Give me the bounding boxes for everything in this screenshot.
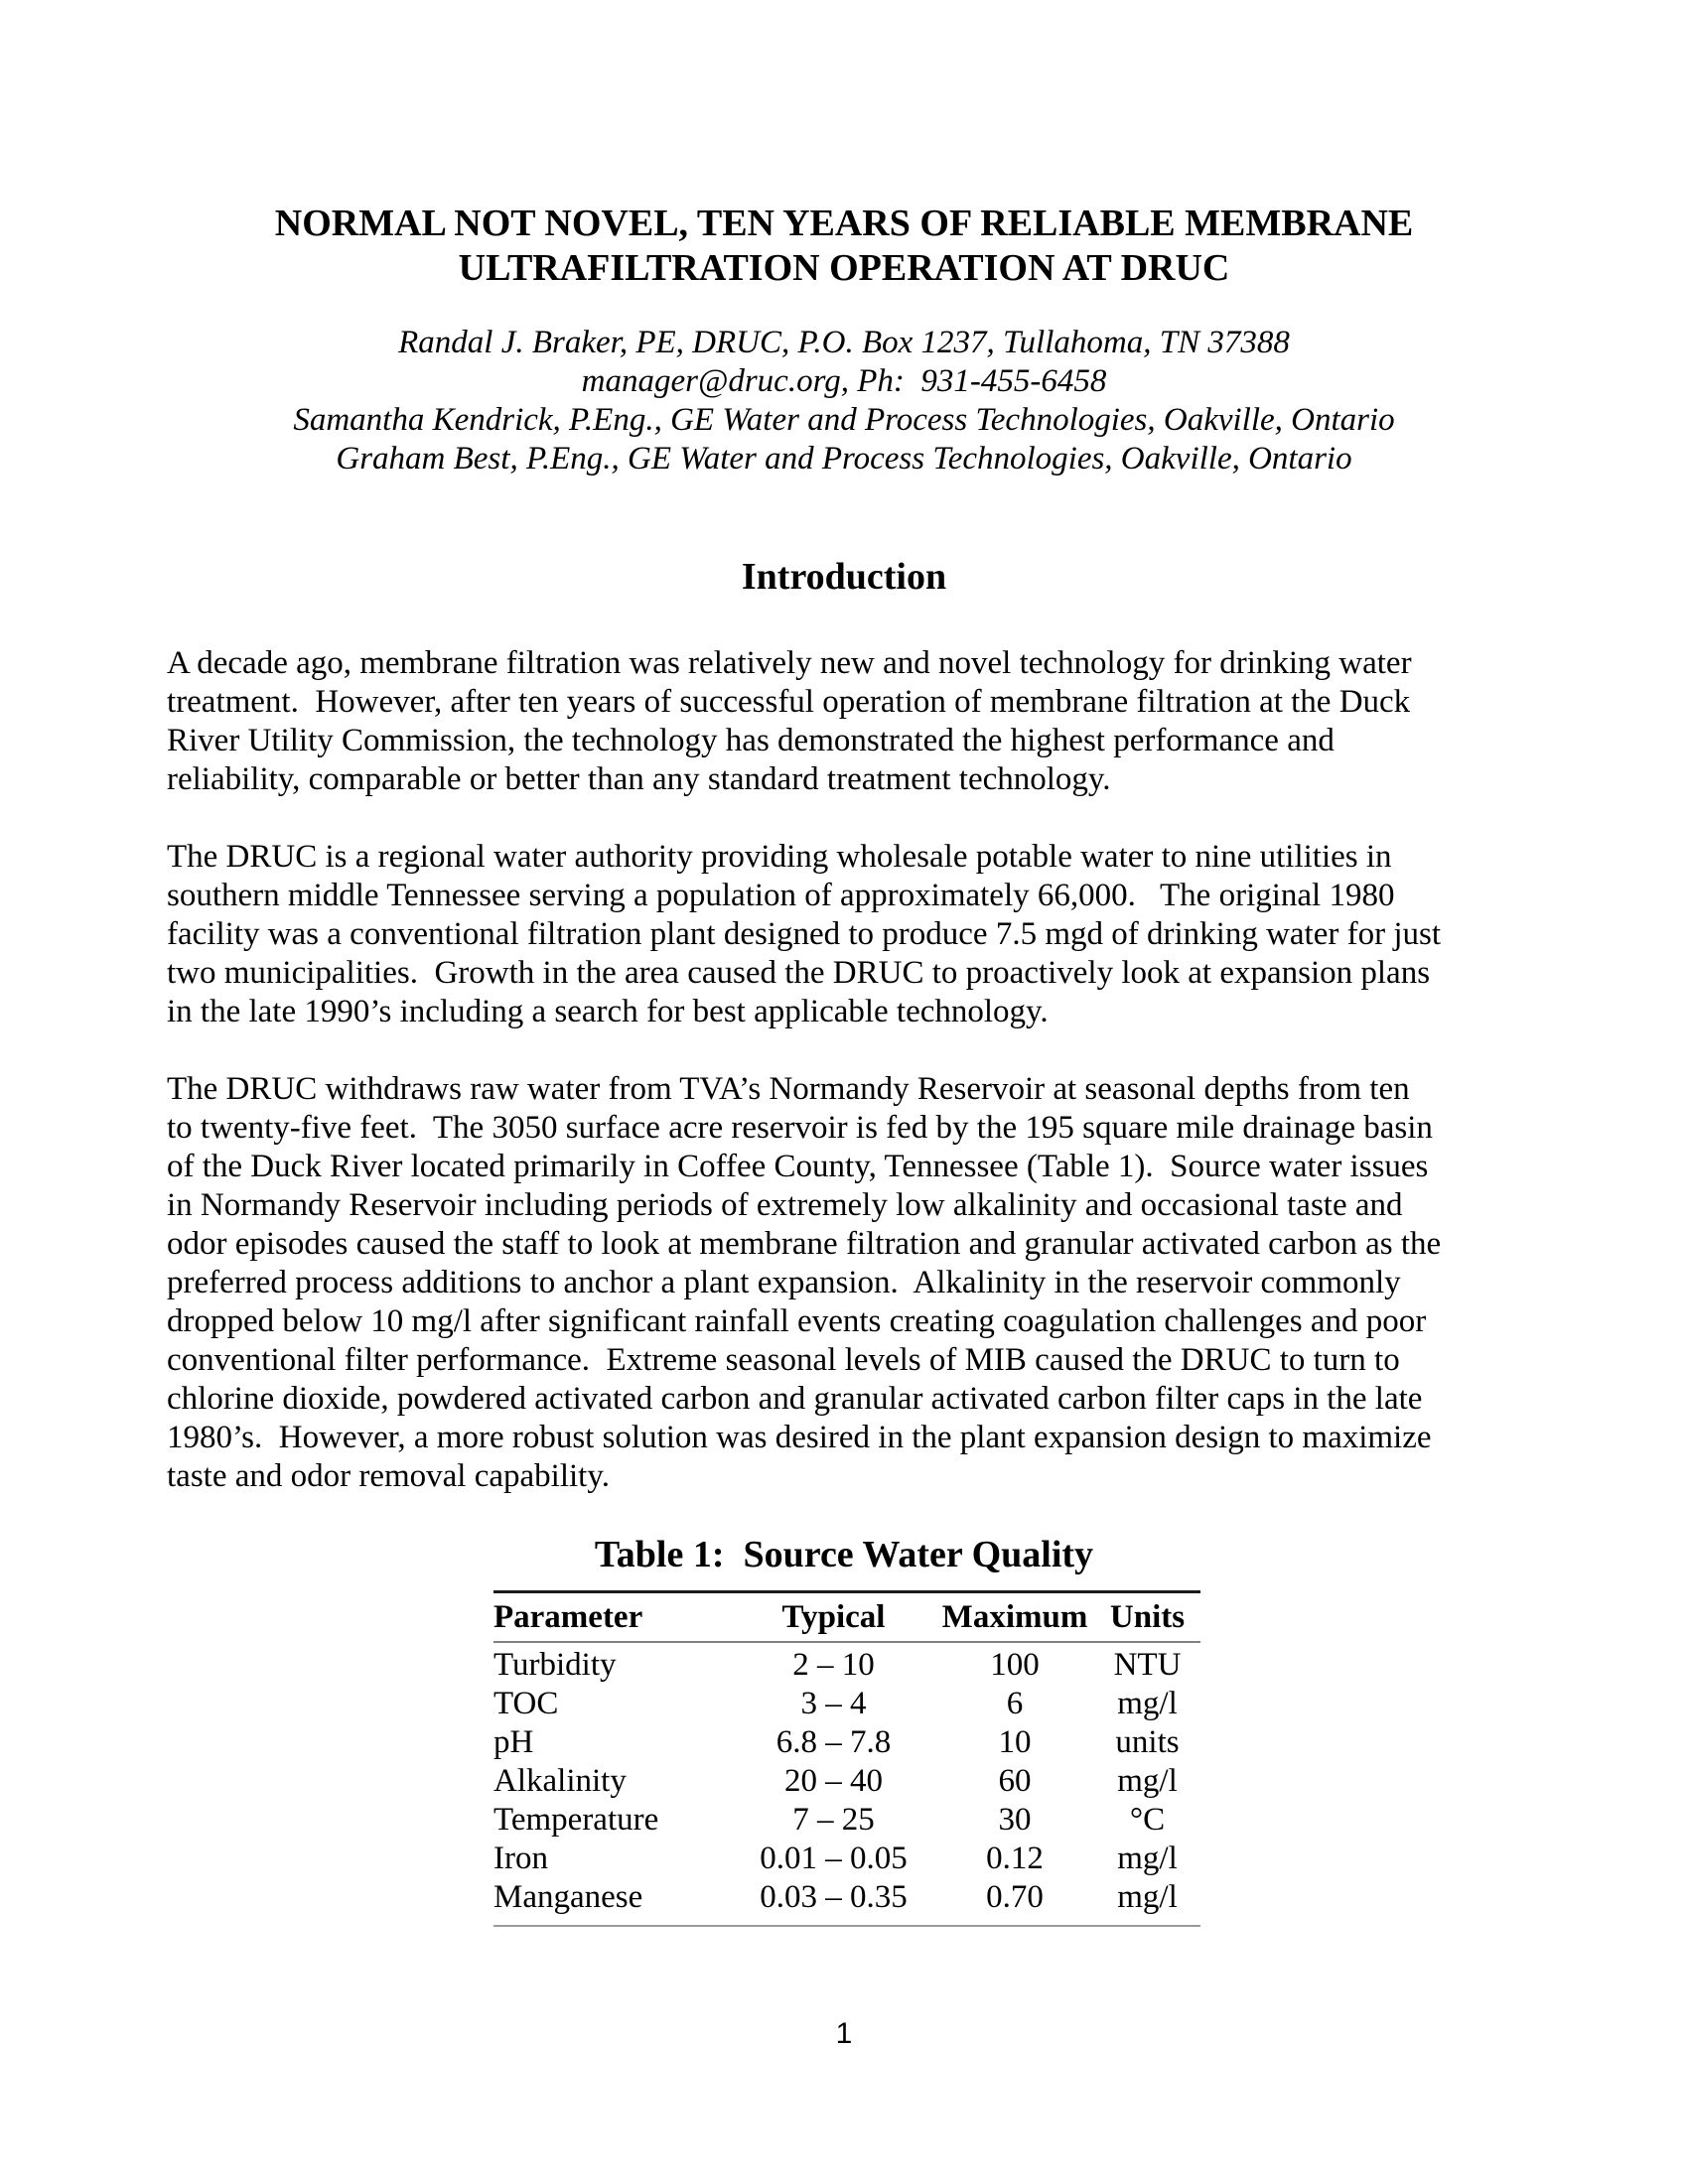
table-cell-typical: 2 – 10 xyxy=(792,1647,875,1683)
table-header-maximum: Maximum xyxy=(935,1592,1094,1643)
table-cell-parameter: Manganese xyxy=(493,1879,643,1915)
paragraph-line: The DRUC is a regional water authority providing wholesale potable water to nine utilities in xyxy=(167,839,1392,875)
introduction-paragraph-2 xyxy=(167,838,1688,1031)
introduction-paragraph-3 xyxy=(167,1070,1688,1496)
table-header-parameter: Parameter xyxy=(493,1592,732,1643)
table-cell-parameter: Alkalinity xyxy=(493,1763,627,1799)
author-line-1: Randal J. Braker, PE, DRUC, P.O. Box 1237, Tullahoma, TN 37388 xyxy=(398,325,1290,360)
page-number: 1 xyxy=(835,2017,853,2050)
paragraph-line: The DRUC withdraws raw water from TVA’s Normandy Reservoir at seasonal depths from ten xyxy=(167,1071,1410,1107)
table-cell-units: mg/l xyxy=(1117,1841,1178,1876)
paragraph-line: to twenty-five feet. The 3050 surface acre reservoir is fed by the 195 square mile drainage basin xyxy=(167,1110,1433,1146)
author-line-3: Samantha Kendrick, P.Eng., GE Water and Process Technologies, Oakville, Ontario xyxy=(293,402,1395,438)
introduction-paragraph-1 xyxy=(167,644,1688,799)
table-cell-units: mg/l xyxy=(1117,1686,1178,1721)
paragraph-line: 1980’s. However, a more robust solution was desired in the plant expansion design to maximize xyxy=(167,1420,1432,1455)
table-cell-units: NTU xyxy=(1113,1647,1182,1683)
table-caption: Table 1: Source Water Quality xyxy=(594,1534,1094,1575)
paragraph-line: in the late 1990’s including a search for best applicable technology. xyxy=(167,994,1049,1029)
table-cell-maximum: 60 xyxy=(998,1763,1032,1799)
author-line-4: Graham Best, P.Eng., GE Water and Process Technologies, Oakville, Ontario xyxy=(336,441,1352,477)
table-header-units: Units xyxy=(1094,1592,1200,1643)
source-water-quality-table xyxy=(493,1590,1200,1927)
section-heading-introduction: Introduction xyxy=(741,556,947,598)
paragraph-line: preferred process additions to anchor a plant expansion. Alkalinity in the reservoir commonly xyxy=(167,1265,1401,1300)
page-footer xyxy=(0,2016,1688,2052)
paragraph-line: in Normandy Reservoir including periods of extremely low alkalinity and occasional taste and xyxy=(167,1187,1403,1223)
table-header-row xyxy=(493,1592,1200,1643)
paragraph-line: two municipalities. Growth in the area caused the DRUC to proactively look at expansion plans xyxy=(167,955,1431,991)
table-cell-maximum: 30 xyxy=(998,1802,1032,1838)
paragraph-line: southern middle Tennessee serving a population of approximately 66,000. The original 1980 xyxy=(167,878,1395,913)
table-cell-units: mg/l xyxy=(1117,1763,1178,1799)
table-cell-maximum: 0.12 xyxy=(986,1841,1044,1876)
paragraph-line: of the Duck River located primarily in Coffee County, Tennessee (Table 1). Source water issues xyxy=(167,1149,1429,1184)
table-row xyxy=(493,1642,1200,1685)
table-row xyxy=(493,1685,1200,1723)
table-row xyxy=(493,1801,1200,1840)
table-cell-maximum: 10 xyxy=(998,1724,1032,1760)
author-line-2: manager@druc.org, Ph: 931-455-6458 xyxy=(581,363,1107,399)
paragraph-line: chlorine dioxide, powdered activated carbon and granular activated carbon filter caps in the late xyxy=(167,1381,1423,1417)
document-title-line-1: NORMAL NOT NOVEL, TEN YEARS OF RELIABLE MEMBRANE xyxy=(274,203,1414,244)
table-cell-maximum: 6 xyxy=(1006,1686,1024,1721)
table-cell-maximum: 0.70 xyxy=(986,1879,1044,1915)
table-header-typical: Typical xyxy=(732,1592,935,1643)
table-cell-typical: 6.8 – 7.8 xyxy=(775,1724,892,1760)
table-cell-typical: 0.03 – 0.35 xyxy=(760,1879,908,1915)
document-title-line-2: ULTRAFILTRATION OPERATION AT DRUC xyxy=(458,247,1230,289)
table-cell-typical: 20 – 40 xyxy=(784,1763,883,1799)
paragraph-line: reliability, comparable or better than any standard treatment technology. xyxy=(167,761,1111,797)
table-cell-units: units xyxy=(1115,1724,1180,1760)
paragraph-line: odor episodes caused the staff to look at membrane filtration and granular activated carbon as the xyxy=(167,1226,1442,1262)
table-row xyxy=(493,1762,1200,1801)
paragraph-line: treatment. However, after ten years of successful operation of membrane filtration at the Duck xyxy=(167,684,1411,720)
table-cell-maximum: 100 xyxy=(990,1647,1040,1683)
paragraph-line: conventional filter performance. Extreme seasonal levels of MIB caused the DRUC to turn to xyxy=(167,1342,1400,1378)
paragraph-line: A decade ago, membrane filtration was relatively new and novel technology for drinking water xyxy=(167,645,1412,681)
table-row xyxy=(493,1840,1200,1878)
author-block xyxy=(0,324,1688,478)
table-cell-typical: 3 – 4 xyxy=(800,1686,867,1721)
table-cell-parameter: TOC xyxy=(493,1686,559,1721)
table-cell-typical: 7 – 25 xyxy=(792,1802,875,1838)
document-title xyxy=(0,0,1688,291)
paragraph-line: facility was a conventional filtration plant designed to produce 7.5 mgd of drinking water for just xyxy=(167,916,1442,952)
paragraph-line: taste and odor removal capability. xyxy=(167,1458,610,1494)
table-cell-parameter: Iron xyxy=(493,1841,548,1876)
table-cell-parameter: Turbidity xyxy=(493,1647,617,1683)
table-cell-typical: 0.01 – 0.05 xyxy=(760,1841,908,1876)
table-row xyxy=(493,1878,1200,1926)
table-cell-parameter: Temperature xyxy=(493,1802,659,1838)
table-cell-units: mg/l xyxy=(1117,1879,1178,1915)
table-row xyxy=(493,1723,1200,1762)
paragraph-line: River Utility Commission, the technology has demonstrated the highest performance and xyxy=(167,723,1335,758)
table-cell-parameter: pH xyxy=(493,1724,534,1760)
table-cell-units: °C xyxy=(1129,1802,1166,1838)
paragraph-line: dropped below 10 mg/l after significant rainfall events creating coagulation challenges and poor xyxy=(167,1303,1427,1339)
